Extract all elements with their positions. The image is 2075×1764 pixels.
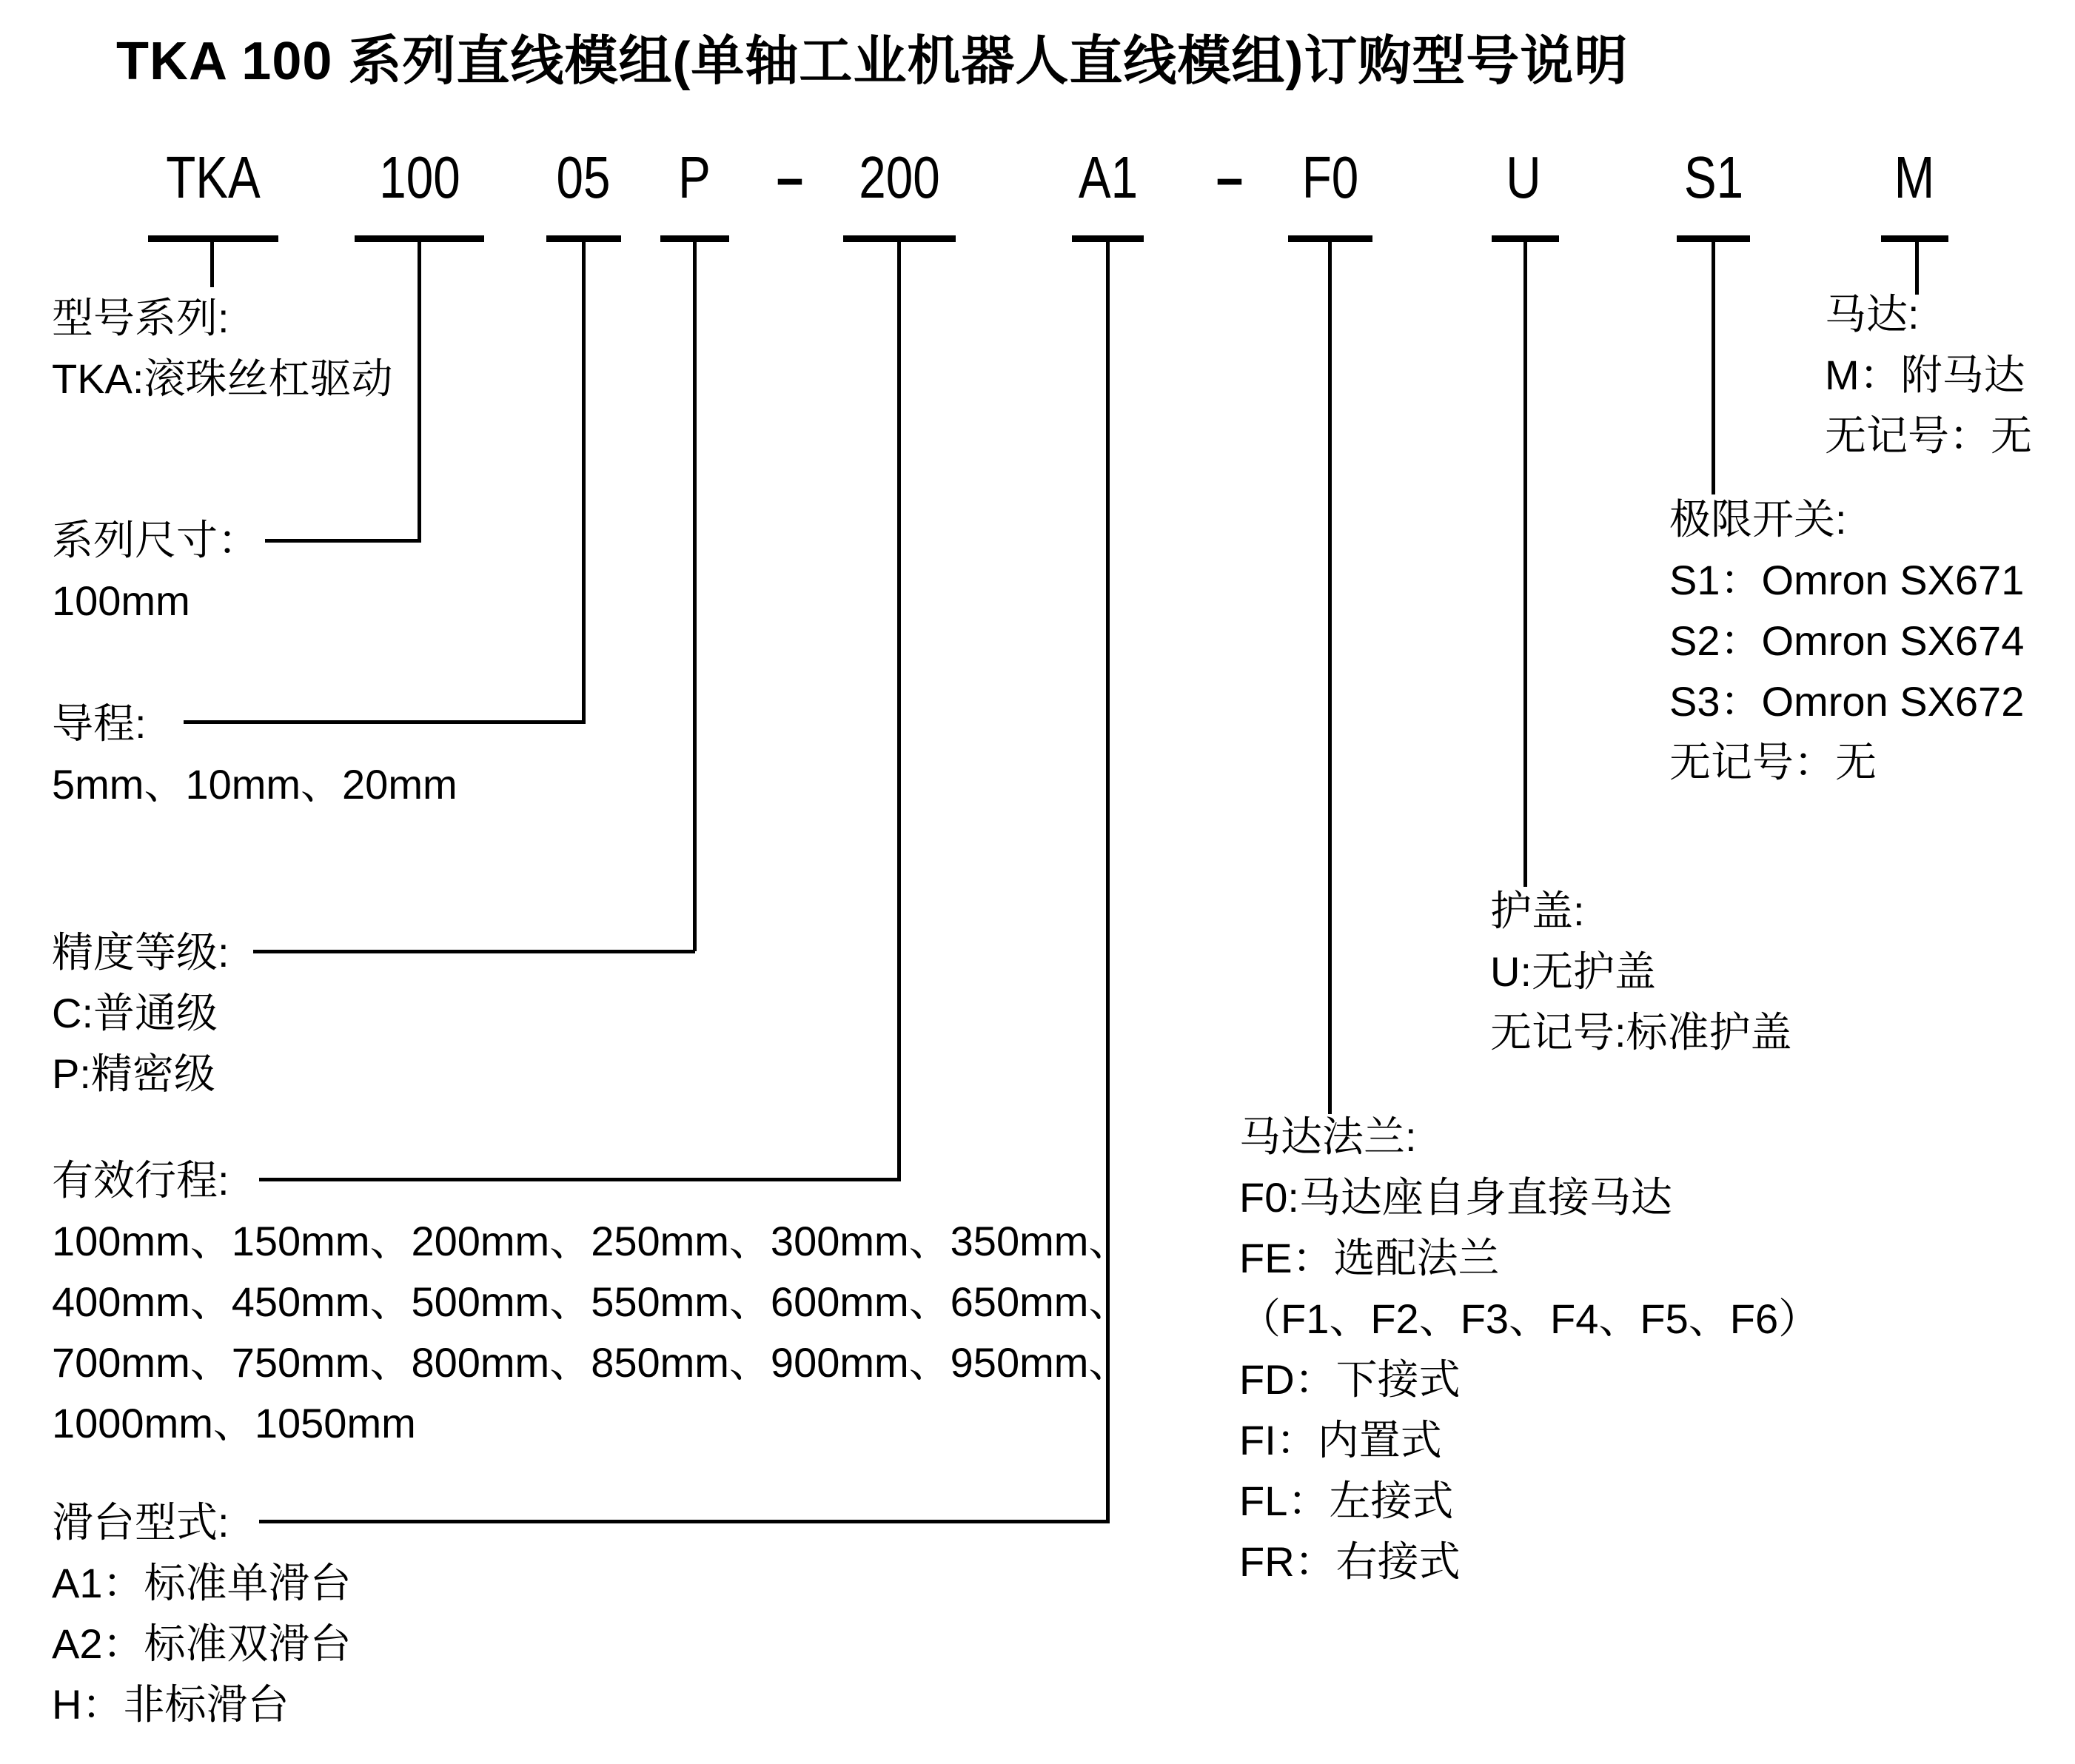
- text-line: S1：Omron SX671: [1669, 557, 2025, 603]
- block-model-series: [52, 288, 392, 409]
- block-cover: [1490, 881, 1792, 1063]
- text-line: A2：标准双滑台: [52, 1620, 352, 1667]
- text-line: TKA:滚珠丝杠驱动: [52, 355, 393, 402]
- underline-m: [1881, 235, 1948, 242]
- connector-vline-s1: [1712, 242, 1715, 494]
- text-line: FI：内置式: [1239, 1417, 1442, 1463]
- text-line: U:无护盖: [1490, 948, 1656, 995]
- model-code-dash-2: –: [1216, 144, 1244, 210]
- text-line: 型号系列:: [52, 295, 229, 341]
- block-motor-flange: [1239, 1107, 1820, 1592]
- connector-vline-f0: [1328, 242, 1332, 1114]
- block-motor: [1825, 284, 2032, 466]
- text-line: 系列尺寸：: [52, 517, 259, 563]
- connector-vline-p: [693, 242, 697, 951]
- block-limit-switch: [1669, 489, 2024, 793]
- text-line: 无记号:标准护盖: [1490, 1009, 1792, 1056]
- text-line: S2：Omron SX674: [1669, 617, 2025, 664]
- text-line: 700mm、750mm、800mm、850mm、900mm、950mm、: [52, 1339, 1130, 1386]
- text-line: 滑台型式:: [52, 1499, 229, 1546]
- text-line: F0:马达座自身直接马达: [1239, 1174, 1672, 1221]
- connector-vline-u: [1523, 242, 1527, 887]
- text-line: 无记号：无: [1669, 739, 1877, 785]
- text-line: H：非标滑台: [52, 1681, 289, 1728]
- text-line: 5mm、10mm、20mm: [52, 761, 457, 808]
- model-code-segment-tka: TKA: [166, 144, 261, 210]
- text-line: 马达:: [1825, 291, 1920, 338]
- text-line: FD：下接式: [1239, 1356, 1461, 1403]
- underline-u: [1492, 235, 1559, 242]
- model-code-dash-1: –: [776, 144, 804, 210]
- model-code-segment-p: P: [678, 144, 711, 210]
- text-line: FL：左接式: [1239, 1478, 1454, 1524]
- text-line: M：附马达: [1825, 352, 2025, 398]
- block-lead: [52, 694, 457, 815]
- block-slider-type: [52, 1492, 352, 1735]
- underline-05: [546, 235, 621, 242]
- text-line: 精度等级:: [52, 929, 229, 976]
- text-line: 极限开关:: [1669, 496, 1847, 543]
- text-line: 马达法兰:: [1239, 1113, 1417, 1160]
- text-line: 导程:: [52, 700, 147, 747]
- text-line: 护盖:: [1490, 888, 1585, 934]
- connector-hline-series-size: [265, 539, 421, 543]
- page-title: TKA 100 系列直线模组(单轴工业机器人直线模组)订购型号说明: [116, 32, 1629, 91]
- connector-hline-accuracy: [253, 950, 695, 953]
- underline-a1: [1072, 235, 1144, 242]
- text-line: A1：标准单滑台: [52, 1560, 352, 1606]
- model-code-segment-f0: F0: [1301, 144, 1359, 210]
- connector-vline-tka: [210, 242, 214, 287]
- text-line: 400mm、450mm、500mm、550mm、600mm、650mm、: [52, 1278, 1130, 1325]
- model-code-segment-05: 05: [556, 144, 611, 210]
- model-code-segment-s1: S1: [1683, 144, 1744, 210]
- connector-hline-slider-type: [259, 1520, 1110, 1523]
- text-line: P:精密级: [52, 1050, 215, 1097]
- text-line: （F1、F2、F3、F4、F5、F6）: [1239, 1295, 1820, 1342]
- model-code-segment-100: 100: [379, 144, 460, 210]
- text-line: 无记号：无: [1825, 412, 2032, 459]
- block-accuracy: [52, 922, 229, 1104]
- model-code-segment-a1: A1: [1078, 144, 1139, 210]
- underline-tka: [148, 235, 278, 242]
- model-code-segment-m: M: [1894, 144, 1935, 210]
- text-line: 有效行程:: [52, 1157, 229, 1204]
- connector-vline-100: [418, 242, 421, 541]
- text-line: 100mm、150mm、200mm、250mm、300mm、350mm、: [52, 1218, 1130, 1264]
- text-line: 1000mm、1050mm: [52, 1400, 416, 1446]
- model-code-segment-u: U: [1506, 144, 1541, 210]
- text-line: FR：右接式: [1239, 1538, 1461, 1585]
- underline-p: [660, 235, 729, 242]
- connector-vline-200: [897, 242, 901, 1181]
- underline-100: [355, 235, 484, 242]
- underline-s1: [1677, 235, 1750, 242]
- underline-f0: [1288, 235, 1372, 242]
- connector-vline-05: [582, 242, 586, 722]
- text-line: 100mm: [52, 577, 190, 624]
- text-line: S3：Omron SX672: [1669, 678, 2025, 725]
- underline-200: [843, 235, 956, 242]
- text-line: C:普通级: [52, 990, 218, 1036]
- model-code-segment-200: 200: [859, 144, 940, 210]
- block-series-size: [52, 510, 259, 631]
- text-line: FE：选配法兰: [1239, 1235, 1500, 1281]
- block-stroke: [52, 1150, 1130, 1454]
